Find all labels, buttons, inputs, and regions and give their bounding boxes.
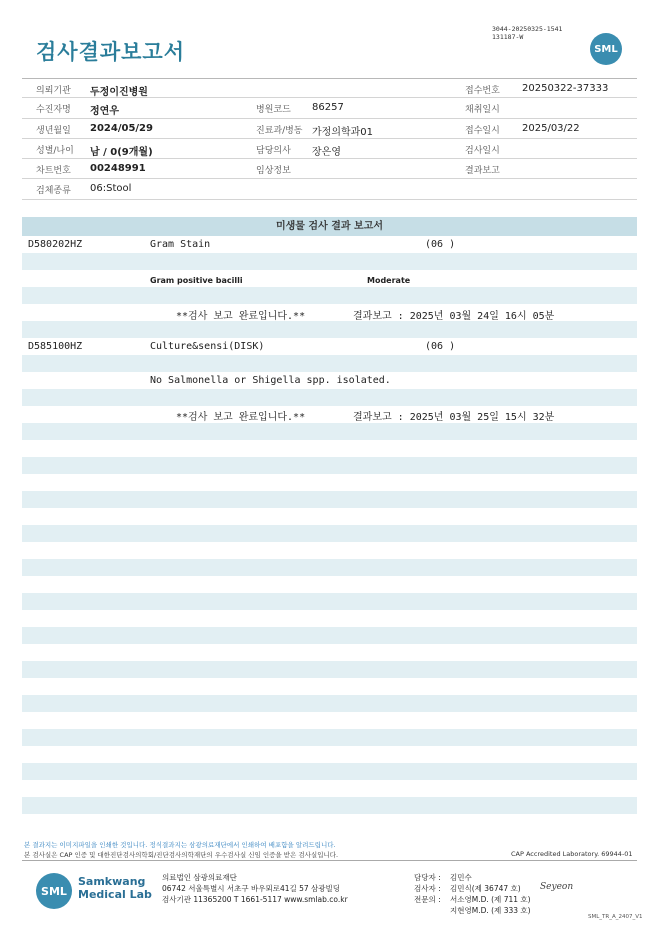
collect-date-label: 채취일시 xyxy=(465,105,500,116)
staff-block xyxy=(414,872,531,916)
row-stripe xyxy=(22,593,637,610)
staff-value: 김민수 xyxy=(450,873,472,882)
test1-report-time: 결과보고 : 2025년 03월 24일 16시 05분 xyxy=(353,311,555,322)
row-stripe xyxy=(22,423,637,440)
test1-grade: Moderate xyxy=(367,276,411,285)
info-row xyxy=(22,78,637,98)
document-code-line2: 131187-W xyxy=(492,33,524,41)
specimen-value: 06:Stool xyxy=(90,183,132,195)
test1-finding: Gram positive bacilli xyxy=(150,276,243,285)
sml-footer-logo-icon: SML xyxy=(36,873,72,909)
specimen-label: 검체종류 xyxy=(36,186,71,197)
doctor-label: 담당의사 xyxy=(256,145,291,156)
lab-address: 06742 서울특별시 서초구 바우뫼로41길 57 삼광빌딩 xyxy=(162,884,341,893)
requester-label: 의뢰기관 xyxy=(36,86,71,96)
dept-label: 진료과/병동 xyxy=(256,125,303,136)
cap-accreditation: CAP Accredited Laboratory. 69944-01 xyxy=(511,850,633,858)
staff-label: 전문의 : xyxy=(414,895,441,904)
row-stripe xyxy=(22,525,637,542)
row-stripe xyxy=(22,559,637,576)
hospital-code-label: 병원코드 xyxy=(256,105,291,116)
row-stripe xyxy=(22,729,637,746)
page-title: 검사결과보고서 xyxy=(36,40,186,64)
sml-logo-icon: SML xyxy=(590,33,622,65)
doctor-value: 장은영 xyxy=(312,146,341,158)
document-code xyxy=(492,25,562,41)
birth-value: 2024/05/29 xyxy=(90,122,153,134)
receipt-no-value: 20250322-37333 xyxy=(522,83,609,94)
report-section-header: 미생물 검사 결과 보고서 xyxy=(22,217,637,236)
lab-brand-name xyxy=(78,875,152,901)
row-stripe xyxy=(22,763,637,780)
staff-value: 김민식(제 36747 호) xyxy=(450,884,521,893)
hospital-code-value: 86257 xyxy=(312,102,344,114)
signature: Seyeon xyxy=(540,882,574,892)
brand-line2: Medical Lab xyxy=(78,888,152,901)
row-stripe xyxy=(22,287,637,304)
receipt-no-label: 접수번호 xyxy=(465,86,500,96)
info-row xyxy=(22,139,637,159)
receipt-date-value: 2025/03/22 xyxy=(522,122,580,134)
test1-specimen: (06 ) xyxy=(425,239,456,250)
test2-finding: No Salmonella or Shigella spp. isolated. xyxy=(150,375,391,386)
lab-name: 의료법인 삼광의료재단 xyxy=(162,873,237,882)
lab-contact: 검사기관 11365200 T 1661-5117 www.smlab.co.kr xyxy=(162,895,348,904)
birth-label: 생년월일 xyxy=(36,125,71,136)
form-code: SML_TR_A_2407_V1 xyxy=(588,914,643,920)
info-row xyxy=(22,159,637,179)
result-report-label: 결과보고 xyxy=(465,166,500,177)
chart-value: 00248991 xyxy=(90,163,146,175)
brand-line1: Samkwang xyxy=(78,875,146,888)
test1-name: Gram Stain xyxy=(150,239,211,250)
row-stripe xyxy=(22,661,637,678)
test1-complete: **검사 보고 완료입니다.** xyxy=(176,311,306,322)
lab-address-block xyxy=(162,872,348,905)
dept-value: 가정의학과01 xyxy=(312,126,374,138)
name-label: 수진자명 xyxy=(36,105,71,116)
test2-name: Culture&sensi(DISK) xyxy=(150,341,265,352)
sex-age-value: 남 / 0(9개월) xyxy=(90,146,153,158)
info-row xyxy=(22,179,637,199)
staff-value: 서소영M.D. (제 711 호) xyxy=(450,895,531,904)
row-stripe xyxy=(22,253,637,270)
row-stripe xyxy=(22,491,637,508)
name-value: 정연우 xyxy=(90,106,119,118)
clinical-label: 임상정보 xyxy=(256,166,291,177)
test2-specimen: (06 ) xyxy=(425,341,456,352)
test1-code: D580202HZ xyxy=(28,239,83,250)
row-stripe xyxy=(22,457,637,474)
info-row xyxy=(22,98,637,118)
test2-code: D585100HZ xyxy=(28,341,83,352)
image-print-notice: 본 결과지는 이미지파일을 인쇄한 것입니다. 정식결과지는 삼광의료재단에서 인쇄하여 배포함을 알려드립니다. xyxy=(24,841,336,849)
test2-report-time: 결과보고 : 2025년 03월 25일 15시 32분 xyxy=(353,412,555,423)
staff-label: 담당자 : xyxy=(414,873,441,882)
footer-divider xyxy=(22,860,637,861)
test-date-label: 검사일시 xyxy=(465,145,500,156)
row-stripe xyxy=(22,321,637,338)
row-stripe xyxy=(22,627,637,644)
cap-certification-notice: 본 검사실은 CAP 인증 및 대한진단검사의학회/진단검사의학재단의 우수검사실 신임 인증을 받은 검사실입니다. xyxy=(24,851,339,859)
chart-label: 차트번호 xyxy=(36,166,71,177)
row-stripe xyxy=(22,389,637,406)
row-stripe xyxy=(22,355,637,372)
patient-info-table xyxy=(22,78,637,200)
info-row xyxy=(22,119,637,139)
row-stripe xyxy=(22,797,637,814)
requester-value: 두정이진병원 xyxy=(90,87,148,98)
sex-age-label: 성별/나이 xyxy=(36,145,74,156)
results-body xyxy=(22,236,637,816)
staff-value: 지현영M.D. (제 333 호) xyxy=(450,906,531,915)
staff-label: 검사자 : xyxy=(414,884,441,893)
receipt-date-label: 접수일시 xyxy=(465,125,500,136)
row-stripe xyxy=(22,695,637,712)
test2-complete: **검사 보고 완료입니다.** xyxy=(176,412,306,423)
document-code-line1: 3044-20250325-1541 xyxy=(492,25,563,33)
